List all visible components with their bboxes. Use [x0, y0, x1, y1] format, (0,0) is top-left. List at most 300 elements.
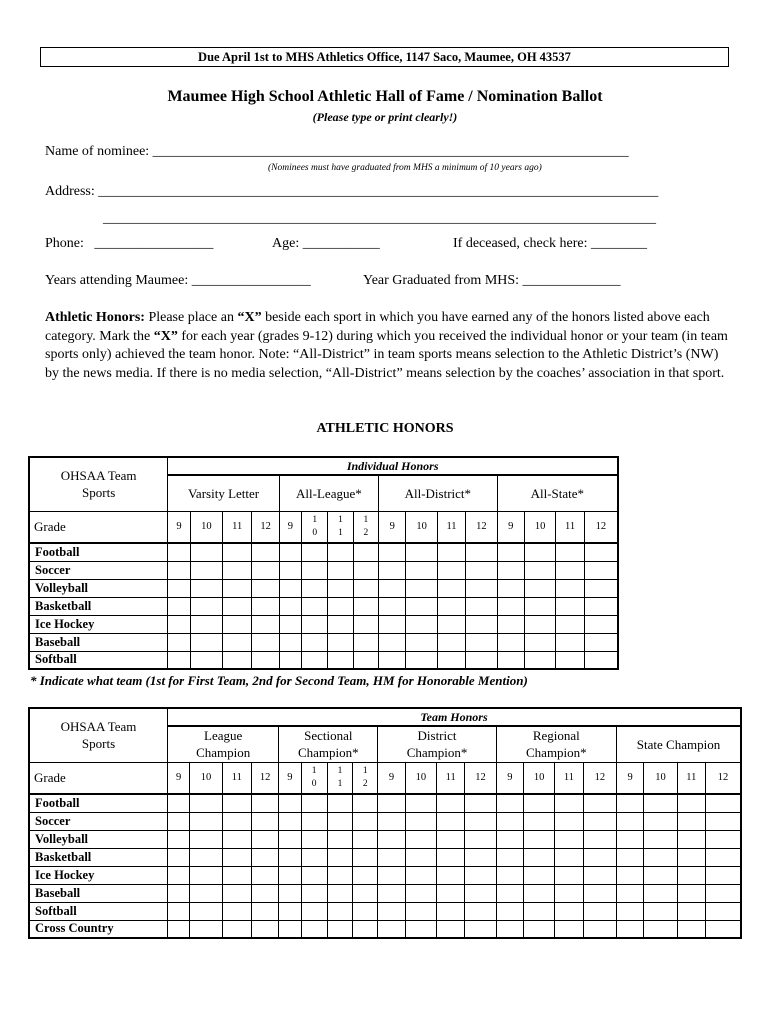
- honor-checkbox-cell[interactable]: [327, 884, 352, 902]
- honor-checkbox-cell[interactable]: [677, 812, 705, 830]
- honor-group-header: [168, 726, 279, 762]
- honor-checkbox-cell[interactable]: [524, 561, 555, 579]
- honor-checkbox-cell[interactable]: [353, 579, 378, 597]
- honor-checkbox-cell[interactable]: [378, 866, 405, 884]
- honor-checkbox-cell[interactable]: [327, 920, 352, 938]
- honor-checkbox-cell[interactable]: [705, 812, 741, 830]
- honor-checkbox-cell[interactable]: [378, 812, 405, 830]
- honor-checkbox-cell[interactable]: [406, 543, 437, 561]
- honor-checkbox-cell[interactable]: [405, 884, 436, 902]
- address-line-2[interactable]: _______________________________________________________________________________: [103, 211, 656, 226]
- honor-checkbox-cell[interactable]: [190, 615, 222, 633]
- honor-checkbox-cell[interactable]: [583, 830, 616, 848]
- honor-checkbox-cell[interactable]: [497, 597, 524, 615]
- honor-checkbox-cell[interactable]: [251, 830, 278, 848]
- honor-checkbox-cell[interactable]: [496, 902, 523, 920]
- honor-checkbox-cell[interactable]: [190, 561, 222, 579]
- honor-checkbox-cell[interactable]: [705, 884, 741, 902]
- honor-checkbox-cell[interactable]: [252, 561, 279, 579]
- honor-checkbox-cell[interactable]: [190, 579, 222, 597]
- honor-checkbox-cell[interactable]: [465, 866, 496, 884]
- honor-checkbox-cell[interactable]: [279, 579, 301, 597]
- honor-checkbox-cell[interactable]: [168, 633, 190, 651]
- honor-checkbox-cell[interactable]: [406, 633, 437, 651]
- honor-checkbox-cell[interactable]: [222, 884, 251, 902]
- honor-checkbox-cell[interactable]: [302, 561, 328, 579]
- honor-checkbox-cell[interactable]: [379, 579, 406, 597]
- honor-checkbox-cell[interactable]: [379, 561, 406, 579]
- honor-checkbox-cell[interactable]: [328, 597, 353, 615]
- honor-checkbox-cell[interactable]: [328, 561, 353, 579]
- honor-checkbox-cell[interactable]: [222, 902, 251, 920]
- address-field[interactable]: Address: ________________________________________________________________________________: [45, 184, 659, 199]
- honor-checkbox-cell[interactable]: [437, 884, 465, 902]
- honor-checkbox-cell[interactable]: [251, 920, 278, 938]
- honor-checkbox-cell[interactable]: [279, 633, 301, 651]
- honor-checkbox-cell[interactable]: [190, 794, 222, 812]
- honor-checkbox-cell[interactable]: [617, 884, 644, 902]
- honor-checkbox-cell[interactable]: [556, 615, 584, 633]
- honor-checkbox-cell[interactable]: [328, 543, 353, 561]
- honor-checkbox-cell[interactable]: [327, 812, 352, 830]
- honor-checkbox-cell[interactable]: [301, 920, 327, 938]
- honor-checkbox-cell[interactable]: [328, 579, 353, 597]
- honor-checkbox-cell[interactable]: [353, 543, 378, 561]
- year-graduated-field[interactable]: Year Graduated from MHS: ______________: [363, 273, 621, 288]
- honor-checkbox-cell[interactable]: [644, 848, 677, 866]
- honor-checkbox-cell[interactable]: [252, 543, 279, 561]
- honor-checkbox-cell[interactable]: [327, 866, 352, 884]
- honor-checkbox-cell[interactable]: [301, 884, 327, 902]
- honor-checkbox-cell[interactable]: [466, 561, 497, 579]
- honor-checkbox-cell[interactable]: [279, 561, 301, 579]
- honor-checkbox-cell[interactable]: [406, 597, 437, 615]
- honor-checkbox-cell[interactable]: [466, 579, 497, 597]
- honor-checkbox-cell[interactable]: [252, 597, 279, 615]
- honor-checkbox-cell[interactable]: [466, 615, 497, 633]
- honor-checkbox-cell[interactable]: [223, 561, 252, 579]
- honor-checkbox-cell[interactable]: [644, 866, 677, 884]
- honor-checkbox-cell[interactable]: [378, 830, 405, 848]
- honor-checkbox-cell[interactable]: [190, 633, 222, 651]
- honor-checkbox-cell[interactable]: [524, 543, 555, 561]
- honor-checkbox-cell[interactable]: [465, 830, 496, 848]
- honor-checkbox-cell[interactable]: [496, 920, 523, 938]
- honor-checkbox-cell[interactable]: [353, 651, 378, 669]
- honor-checkbox-cell[interactable]: [437, 615, 465, 633]
- honor-checkbox-cell[interactable]: [168, 848, 190, 866]
- honor-checkbox-cell[interactable]: [523, 830, 554, 848]
- nominee-name-field[interactable]: Name of nominee: ____________________________________________________________________: [45, 144, 629, 159]
- honor-checkbox-cell[interactable]: [279, 597, 301, 615]
- honor-checkbox-cell[interactable]: [222, 920, 251, 938]
- honor-checkbox-cell[interactable]: [405, 848, 436, 866]
- sport-name: Baseball: [29, 884, 168, 902]
- honor-checkbox-cell[interactable]: [583, 902, 616, 920]
- honor-checkbox-cell[interactable]: [705, 830, 741, 848]
- honor-checkbox-cell[interactable]: [279, 902, 301, 920]
- honor-checkbox-cell[interactable]: [222, 812, 251, 830]
- honor-checkbox-cell[interactable]: [279, 884, 301, 902]
- honor-checkbox-cell[interactable]: [583, 866, 616, 884]
- honor-checkbox-cell[interactable]: [523, 884, 554, 902]
- honor-checkbox-cell[interactable]: [353, 848, 378, 866]
- honor-checkbox-cell[interactable]: [465, 812, 496, 830]
- honor-checkbox-cell[interactable]: [222, 830, 251, 848]
- honor-checkbox-cell[interactable]: [279, 543, 301, 561]
- honor-checkbox-cell[interactable]: [190, 812, 222, 830]
- honor-checkbox-cell[interactable]: [223, 579, 252, 597]
- honor-checkbox-cell[interactable]: [617, 866, 644, 884]
- honor-checkbox-cell[interactable]: [437, 543, 465, 561]
- grade-number: 11: [437, 762, 465, 794]
- honor-checkbox-cell[interactable]: [251, 902, 278, 920]
- honor-checkbox-cell[interactable]: [556, 543, 584, 561]
- honor-checkbox-cell[interactable]: [644, 830, 677, 848]
- honor-checkbox-cell[interactable]: [190, 866, 222, 884]
- honor-checkbox-cell[interactable]: [353, 902, 378, 920]
- honor-checkbox-cell[interactable]: [496, 884, 523, 902]
- honor-checkbox-cell[interactable]: [251, 848, 278, 866]
- honor-checkbox-cell[interactable]: [523, 866, 554, 884]
- honor-checkbox-cell[interactable]: [617, 812, 644, 830]
- honor-checkbox-cell[interactable]: [279, 615, 301, 633]
- honor-checkbox-cell[interactable]: [378, 902, 405, 920]
- honor-checkbox-cell[interactable]: [251, 812, 278, 830]
- honor-checkbox-cell[interactable]: [583, 884, 616, 902]
- honor-checkbox-cell[interactable]: [555, 794, 583, 812]
- honor-checkbox-cell[interactable]: [301, 902, 327, 920]
- honor-checkbox-cell[interactable]: [705, 848, 741, 866]
- honor-checkbox-cell[interactable]: [523, 812, 554, 830]
- honor-checkbox-cell[interactable]: [168, 884, 190, 902]
- honor-checkbox-cell[interactable]: [279, 812, 301, 830]
- honor-checkbox-cell[interactable]: [437, 561, 465, 579]
- sports-header: [29, 457, 168, 511]
- honor-checkbox-cell[interactable]: [583, 794, 616, 812]
- honor-group-header: [168, 475, 279, 511]
- honor-checkbox-cell[interactable]: [556, 579, 584, 597]
- honor-checkbox-cell[interactable]: [406, 579, 437, 597]
- honor-checkbox-cell[interactable]: [379, 615, 406, 633]
- honor-checkbox-cell[interactable]: [437, 597, 465, 615]
- honor-checkbox-cell[interactable]: [328, 633, 353, 651]
- honor-checkbox-cell[interactable]: [523, 902, 554, 920]
- honor-checkbox-cell[interactable]: [644, 902, 677, 920]
- honor-checkbox-cell[interactable]: [223, 633, 252, 651]
- grade-number: 9: [168, 762, 190, 794]
- honor-checkbox-cell[interactable]: [583, 848, 616, 866]
- years-attending-field[interactable]: Years attending Maumee: _________________: [45, 273, 311, 288]
- honor-checkbox-cell[interactable]: [556, 597, 584, 615]
- table-row: [29, 615, 618, 633]
- honor-checkbox-cell[interactable]: [279, 651, 301, 669]
- honor-checkbox-cell[interactable]: [705, 902, 741, 920]
- honor-checkbox-cell[interactable]: [617, 848, 644, 866]
- honor-checkbox-cell[interactable]: [437, 633, 465, 651]
- honor-checkbox-cell[interactable]: [556, 633, 584, 651]
- honor-checkbox-cell[interactable]: [497, 651, 524, 669]
- honor-checkbox-cell[interactable]: [379, 651, 406, 669]
- honor-checkbox-cell[interactable]: [617, 902, 644, 920]
- honor-checkbox-cell[interactable]: [251, 884, 278, 902]
- honor-checkbox-cell[interactable]: [466, 651, 497, 669]
- honor-checkbox-cell[interactable]: [523, 920, 554, 938]
- honor-checkbox-cell[interactable]: [496, 866, 523, 884]
- honor-checkbox-cell[interactable]: [524, 651, 555, 669]
- honor-checkbox-cell[interactable]: [190, 830, 222, 848]
- honor-checkbox-cell[interactable]: [301, 866, 327, 884]
- grade-digit: 2: [363, 527, 369, 538]
- honor-checkbox-cell[interactable]: [251, 866, 278, 884]
- honor-checkbox-cell[interactable]: [301, 848, 327, 866]
- honor-checkbox-cell[interactable]: [190, 543, 222, 561]
- honor-checkbox-cell[interactable]: [556, 561, 584, 579]
- honor-checkbox-cell[interactable]: [405, 830, 436, 848]
- honor-checkbox-cell[interactable]: [583, 812, 616, 830]
- honor-checkbox-cell[interactable]: [353, 615, 378, 633]
- honor-checkbox-cell[interactable]: [328, 615, 353, 633]
- honor-checkbox-cell[interactable]: [406, 651, 437, 669]
- honor-checkbox-cell[interactable]: [251, 794, 278, 812]
- age-field[interactable]: Age: ___________: [272, 236, 380, 251]
- honor-checkbox-cell[interactable]: [466, 597, 497, 615]
- honor-checkbox-cell[interactable]: [223, 651, 252, 669]
- honor-checkbox-cell[interactable]: [677, 830, 705, 848]
- honor-checkbox-cell[interactable]: [437, 830, 465, 848]
- honor-checkbox-cell[interactable]: [677, 794, 705, 812]
- honor-checkbox-cell[interactable]: [437, 866, 465, 884]
- honor-checkbox-cell[interactable]: [328, 651, 353, 669]
- honor-checkbox-cell[interactable]: [353, 920, 378, 938]
- honor-checkbox-cell[interactable]: [301, 794, 327, 812]
- honor-checkbox-cell[interactable]: [223, 615, 252, 633]
- nominee-note: (Nominees must have graduated from MHS a minimum of 10 years ago): [268, 163, 542, 173]
- honor-checkbox-cell[interactable]: [555, 848, 583, 866]
- honor-checkbox-cell[interactable]: [555, 884, 583, 902]
- honor-checkbox-cell[interactable]: [353, 884, 378, 902]
- honor-checkbox-cell[interactable]: [584, 633, 618, 651]
- honor-checkbox-cell[interactable]: [168, 579, 190, 597]
- honor-checkbox-cell[interactable]: [302, 615, 328, 633]
- honor-checkbox-cell[interactable]: [644, 884, 677, 902]
- honor-checkbox-cell[interactable]: [168, 543, 190, 561]
- honor-checkbox-cell[interactable]: [465, 920, 496, 938]
- honor-checkbox-cell[interactable]: [378, 884, 405, 902]
- honor-checkbox-cell[interactable]: [705, 866, 741, 884]
- honor-checkbox-cell[interactable]: [405, 866, 436, 884]
- phone-field[interactable]: Phone: _________________: [45, 236, 214, 251]
- honor-checkbox-cell[interactable]: [252, 651, 279, 669]
- honor-checkbox-cell[interactable]: [302, 579, 328, 597]
- honor-checkbox-cell[interactable]: [584, 597, 618, 615]
- honor-checkbox-cell[interactable]: [353, 633, 378, 651]
- honor-checkbox-cell[interactable]: [327, 848, 352, 866]
- honor-checkbox-cell[interactable]: [705, 794, 741, 812]
- honor-group-label: Regional: [532, 728, 580, 744]
- honor-checkbox-cell[interactable]: [353, 866, 378, 884]
- honor-checkbox-cell[interactable]: [523, 794, 554, 812]
- deceased-field[interactable]: If deceased, check here: ________: [453, 236, 647, 251]
- honor-checkbox-cell[interactable]: [465, 848, 496, 866]
- honor-checkbox-cell[interactable]: [555, 902, 583, 920]
- honor-checkbox-cell[interactable]: [190, 848, 222, 866]
- honor-checkbox-cell[interactable]: [644, 812, 677, 830]
- honor-checkbox-cell[interactable]: [406, 615, 437, 633]
- honor-checkbox-cell[interactable]: [405, 902, 436, 920]
- honor-checkbox-cell[interactable]: [379, 597, 406, 615]
- honor-checkbox-cell[interactable]: [222, 848, 251, 866]
- table-row: [29, 830, 741, 848]
- honor-checkbox-cell[interactable]: [405, 920, 436, 938]
- honor-checkbox-cell[interactable]: [252, 579, 279, 597]
- honor-checkbox-cell[interactable]: [353, 561, 378, 579]
- honor-checkbox-cell[interactable]: [465, 884, 496, 902]
- honor-checkbox-cell[interactable]: [584, 579, 618, 597]
- honor-checkbox-cell[interactable]: [644, 920, 677, 938]
- honor-checkbox-cell[interactable]: [379, 633, 406, 651]
- honor-checkbox-cell[interactable]: [279, 794, 301, 812]
- honor-checkbox-cell[interactable]: [496, 830, 523, 848]
- honor-checkbox-cell[interactable]: [555, 866, 583, 884]
- honor-checkbox-cell[interactable]: [190, 597, 222, 615]
- grade-number: 9: [617, 762, 644, 794]
- honor-checkbox-cell[interactable]: [617, 794, 644, 812]
- honor-checkbox-cell[interactable]: [584, 561, 618, 579]
- honor-checkbox-cell[interactable]: [353, 830, 378, 848]
- grade-number: [353, 762, 378, 794]
- honor-checkbox-cell[interactable]: [496, 812, 523, 830]
- honor-checkbox-cell[interactable]: [168, 615, 190, 633]
- honor-checkbox-cell[interactable]: [279, 920, 301, 938]
- honor-checkbox-cell[interactable]: [406, 561, 437, 579]
- honor-checkbox-cell[interactable]: [437, 920, 465, 938]
- honor-checkbox-cell[interactable]: [168, 651, 190, 669]
- honor-checkbox-cell[interactable]: [466, 633, 497, 651]
- honor-checkbox-cell[interactable]: [677, 848, 705, 866]
- honor-checkbox-cell[interactable]: [555, 812, 583, 830]
- honor-checkbox-cell[interactable]: [168, 866, 190, 884]
- honor-checkbox-cell[interactable]: [497, 561, 524, 579]
- honor-checkbox-cell[interactable]: [302, 651, 328, 669]
- honor-checkbox-cell[interactable]: [279, 848, 301, 866]
- honor-checkbox-cell[interactable]: [378, 794, 405, 812]
- honor-checkbox-cell[interactable]: [222, 794, 251, 812]
- honor-checkbox-cell[interactable]: [301, 830, 327, 848]
- honor-checkbox-cell[interactable]: [168, 597, 190, 615]
- honor-checkbox-cell[interactable]: [465, 902, 496, 920]
- honor-checkbox-cell[interactable]: [279, 866, 301, 884]
- honor-checkbox-cell[interactable]: [584, 543, 618, 561]
- honor-checkbox-cell[interactable]: [190, 902, 222, 920]
- honor-checkbox-cell[interactable]: [168, 794, 190, 812]
- honor-checkbox-cell[interactable]: [168, 812, 190, 830]
- honor-checkbox-cell[interactable]: [583, 920, 616, 938]
- honor-checkbox-cell[interactable]: [190, 884, 222, 902]
- honor-checkbox-cell[interactable]: [353, 597, 378, 615]
- honor-checkbox-cell[interactable]: [437, 794, 465, 812]
- honor-checkbox-cell[interactable]: [302, 633, 328, 651]
- honor-checkbox-cell[interactable]: [496, 794, 523, 812]
- honor-checkbox-cell[interactable]: [524, 579, 555, 597]
- table-row: [29, 848, 741, 866]
- honor-checkbox-cell[interactable]: [677, 920, 705, 938]
- honor-checkbox-cell[interactable]: [252, 633, 279, 651]
- honor-checkbox-cell[interactable]: [302, 597, 328, 615]
- honor-checkbox-cell[interactable]: [617, 830, 644, 848]
- honor-checkbox-cell[interactable]: [222, 866, 251, 884]
- honor-checkbox-cell[interactable]: [556, 651, 584, 669]
- honor-checkbox-cell[interactable]: [496, 848, 523, 866]
- sports-header-line: Sports: [82, 485, 116, 501]
- grade-number: 10: [523, 762, 554, 794]
- honor-checkbox-cell[interactable]: [497, 615, 524, 633]
- honor-checkbox-cell[interactable]: [617, 920, 644, 938]
- honor-checkbox-cell[interactable]: [252, 615, 279, 633]
- honor-checkbox-cell[interactable]: [302, 543, 328, 561]
- honor-checkbox-cell[interactable]: [677, 884, 705, 902]
- honor-checkbox-cell[interactable]: [466, 543, 497, 561]
- honor-checkbox-cell[interactable]: [677, 902, 705, 920]
- honor-checkbox-cell[interactable]: [523, 848, 554, 866]
- honor-checkbox-cell[interactable]: [223, 543, 252, 561]
- honor-checkbox-cell[interactable]: [168, 561, 190, 579]
- honor-checkbox-cell[interactable]: [405, 812, 436, 830]
- honor-checkbox-cell[interactable]: [524, 597, 555, 615]
- honor-checkbox-cell[interactable]: [379, 543, 406, 561]
- honor-checkbox-cell[interactable]: [327, 794, 352, 812]
- honor-checkbox-cell[interactable]: [497, 543, 524, 561]
- honor-checkbox-cell[interactable]: [378, 920, 405, 938]
- honor-group-label: League: [204, 728, 243, 744]
- honor-checkbox-cell[interactable]: [555, 830, 583, 848]
- honor-checkbox-cell[interactable]: [437, 848, 465, 866]
- honor-checkbox-cell[interactable]: [168, 902, 190, 920]
- honor-checkbox-cell[interactable]: [168, 920, 190, 938]
- grade-number: [302, 511, 328, 543]
- honor-checkbox-cell[interactable]: [378, 848, 405, 866]
- honor-checkbox-cell[interactable]: [437, 902, 465, 920]
- honor-checkbox-cell[interactable]: [677, 866, 705, 884]
- honor-checkbox-cell[interactable]: [405, 794, 436, 812]
- honor-checkbox-cell[interactable]: [301, 812, 327, 830]
- honor-checkbox-cell[interactable]: [644, 794, 677, 812]
- honor-checkbox-cell[interactable]: [584, 615, 618, 633]
- honor-checkbox-cell[interactable]: [437, 579, 465, 597]
- honor-checkbox-cell[interactable]: [168, 830, 190, 848]
- honor-checkbox-cell[interactable]: [437, 651, 465, 669]
- honor-checkbox-cell[interactable]: [327, 902, 352, 920]
- honor-checkbox-cell[interactable]: [190, 920, 222, 938]
- honor-checkbox-cell[interactable]: [497, 633, 524, 651]
- honor-checkbox-cell[interactable]: [279, 830, 301, 848]
- honor-checkbox-cell[interactable]: [524, 615, 555, 633]
- honor-checkbox-cell[interactable]: [223, 597, 252, 615]
- honor-checkbox-cell[interactable]: [437, 812, 465, 830]
- honor-checkbox-cell[interactable]: [497, 579, 524, 597]
- honor-checkbox-cell[interactable]: [327, 830, 352, 848]
- grade-number: 12: [251, 762, 278, 794]
- honor-checkbox-cell[interactable]: [524, 633, 555, 651]
- honor-checkbox-cell[interactable]: [555, 920, 583, 938]
- honor-checkbox-cell[interactable]: [584, 651, 618, 669]
- honor-checkbox-cell[interactable]: [705, 920, 741, 938]
- honor-checkbox-cell[interactable]: [353, 812, 378, 830]
- honor-checkbox-cell[interactable]: [353, 794, 378, 812]
- table-row: [29, 884, 741, 902]
- honor-checkbox-cell[interactable]: [465, 794, 496, 812]
- honor-checkbox-cell[interactable]: [190, 651, 222, 669]
